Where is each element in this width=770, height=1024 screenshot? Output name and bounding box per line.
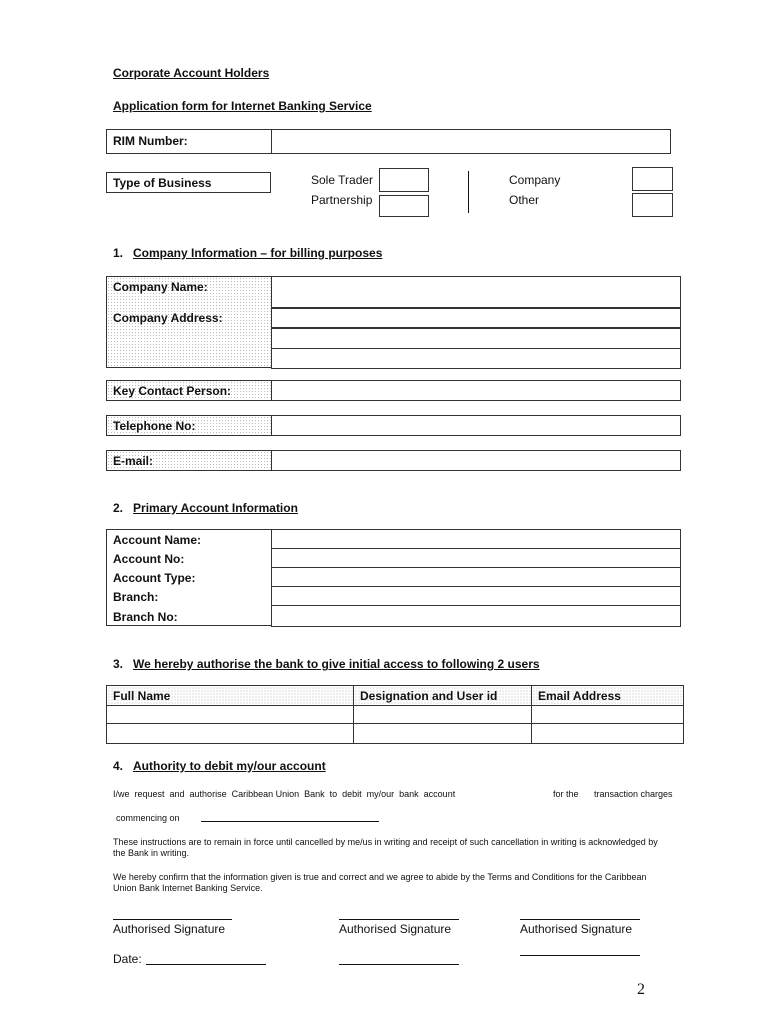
section-1-title: Company Information – for billing purposes: [133, 246, 383, 260]
account-no-label: Account No:: [113, 552, 185, 566]
company-info-block: [106, 276, 680, 368]
commencing-on-label: commencing on: [116, 813, 180, 823]
date-3-line[interactable]: [520, 955, 640, 956]
for-the-text: for the: [553, 789, 579, 799]
key-contact-input[interactable]: [271, 380, 681, 401]
section-3-title: We hereby authorise the bank to give initial access to following 2 users: [133, 657, 540, 671]
type-of-business-label: Type of Business: [113, 176, 212, 190]
company-address-label: Company Address:: [113, 311, 223, 325]
company-address-line-3[interactable]: [271, 348, 681, 369]
telephone-label: Telephone No:: [113, 419, 196, 433]
option-sole-trader-checkbox[interactable]: [379, 168, 429, 192]
users-table-header: [107, 686, 684, 706]
signature-1-label: Authorised Signature: [113, 922, 226, 936]
option-other-checkbox[interactable]: [632, 193, 673, 217]
form-owner-heading: Corporate Account Holders: [113, 66, 270, 80]
page-number: 2: [637, 981, 645, 998]
email-row: [106, 450, 680, 471]
user-1-designation-cell[interactable]: [354, 706, 532, 724]
col-email-address: Email Address: [532, 686, 684, 706]
rim-number-row: [106, 129, 670, 154]
branch-no-label: Branch No:: [113, 610, 178, 624]
account-no-input[interactable]: [271, 548, 681, 568]
debit-request-text: I/we request and authorise Caribbean Union Bank to debit my/our bank account: [113, 789, 456, 799]
company-address-line-2[interactable]: [271, 328, 681, 349]
table-row: [107, 724, 684, 744]
telephone-input[interactable]: [271, 415, 681, 436]
section-2-number: 2.: [113, 501, 124, 515]
branch-no-input[interactable]: [271, 605, 681, 627]
branch-label: Branch:: [113, 590, 159, 604]
instructions-paragraph: These instructions are to remain in force until cancelled by me/us in writing and receipt of such cancellation in writing is acknowledged by the Bank in writing.: [113, 837, 658, 858]
option-partnership-label: Partnership: [311, 193, 373, 207]
section-4-heading: [113, 759, 326, 773]
signature-2-label: Authorised Signature: [339, 922, 452, 936]
company-address-line-1[interactable]: [271, 308, 681, 328]
account-name-input[interactable]: [271, 529, 681, 549]
section-2-title: Primary Account Information: [133, 501, 298, 515]
email-label: E-mail:: [113, 454, 154, 468]
form-title: Application form for Internet Banking Service: [113, 99, 372, 113]
table-row: [107, 706, 684, 724]
date-line[interactable]: [146, 964, 266, 965]
users-table: [106, 685, 684, 744]
rim-number-label: RIM Number:: [113, 134, 188, 148]
account-type-label: Account Type:: [113, 571, 196, 585]
section-1-heading: [113, 246, 382, 260]
user-1-full-name-cell[interactable]: [107, 706, 354, 724]
col-designation-user-id: Designation and User id: [354, 686, 532, 706]
option-sole-trader-label: Sole Trader: [311, 173, 374, 187]
section-3-heading: [113, 657, 540, 671]
signature-1-line[interactable]: [113, 919, 232, 920]
section-4-title: Authority to debit my/our account: [133, 759, 326, 773]
type-of-business-label-box: [106, 172, 271, 193]
user-1-email-cell[interactable]: [532, 706, 684, 724]
date-2-line[interactable]: [339, 964, 459, 965]
date-label: Date:: [113, 952, 142, 966]
options-divider: [468, 171, 469, 213]
option-company-checkbox[interactable]: [632, 167, 673, 191]
section-3-number: 3.: [113, 657, 124, 671]
rim-number-input[interactable]: [271, 129, 671, 154]
user-2-email-cell[interactable]: [532, 724, 684, 744]
company-name-input[interactable]: [271, 276, 681, 308]
option-company-label: Company: [509, 173, 561, 187]
commencing-date-line[interactable]: [201, 821, 379, 822]
key-contact-label: Key Contact Person:: [113, 384, 232, 398]
branch-input[interactable]: [271, 586, 681, 606]
signature-2-line[interactable]: [339, 919, 459, 920]
user-2-full-name-cell[interactable]: [107, 724, 354, 744]
account-name-label: Account Name:: [113, 533, 202, 547]
option-other-label: Other: [509, 193, 540, 207]
col-full-name: Full Name: [107, 686, 354, 706]
signature-3-label: Authorised Signature: [520, 922, 633, 936]
account-type-input[interactable]: [271, 567, 681, 587]
key-contact-row: [106, 380, 680, 401]
primary-account-block: [106, 529, 680, 626]
email-input[interactable]: [271, 450, 681, 471]
signature-3-line[interactable]: [520, 919, 640, 920]
transaction-charges-text: transaction charges: [594, 789, 673, 799]
company-name-label: Company Name:: [113, 280, 208, 294]
section-1-number: 1.: [113, 246, 124, 260]
option-partnership-checkbox[interactable]: [379, 195, 429, 217]
user-2-designation-cell[interactable]: [354, 724, 532, 744]
section-2-heading: [113, 501, 298, 515]
section-4-number: 4.: [113, 759, 124, 773]
confirmation-paragraph: We hereby confirm that the information given is true and correct and we agree to abide by the Terms and Conditions for the Caribbean Union Bank Internet Banking Service.: [113, 872, 647, 893]
telephone-row: [106, 415, 680, 436]
